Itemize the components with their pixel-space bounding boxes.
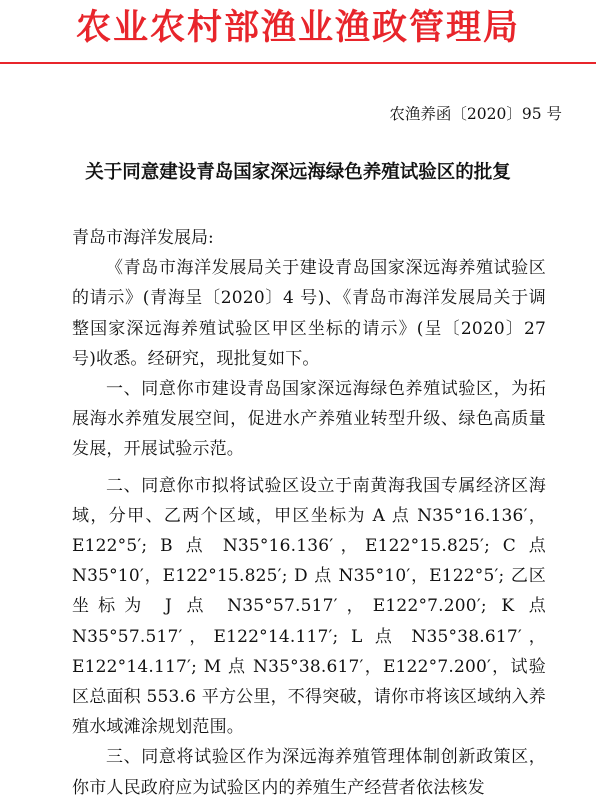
red-header-rule bbox=[0, 62, 596, 64]
body-paragraph-4: 三、同意将试验区作为深远海养殖管理体制创新政策区，你市人民政府应为试验区内的养殖生产经营者依法核发 bbox=[72, 747, 546, 798]
document-body bbox=[72, 223, 546, 803]
body-paragraph-3: 二、同意你市拟将试验区设立于南黄海我国专属经济区海域，分甲、乙两个区域，甲区坐标为 A 点 N35°16.136′，E122°5′; B 点 N35°16.136′，E122°15.825′; C 点 N35°10′，E122°15.825′; D 点 N35°10′，E122°5′; 乙区坐标为 J 点 N35°57.517′，E122°7.200′; K 点 N35°57.517′，E122°14.117′; L 点 N35°38.617′，E122°14.117′; M 点 N35°38.617′，E122°7.200′，试验区总面积 553.6 平方公里，不得突破，请你市将该区域纳入养殖水域滩涂规划范围。 bbox=[72, 475, 546, 738]
document-subject-title: 关于同意建设青岛国家深远海绿色养殖试验区的批复 bbox=[85, 162, 511, 183]
salutation: 青岛市海洋发展局: bbox=[72, 228, 214, 248]
body-paragraph-2: 一、同意你市建设青岛国家深远海绿色养殖试验区，为拓展海水养殖发展空间，促进水产养殖业转型升级、绿色高质量发展，开展试验示范。 bbox=[72, 379, 546, 460]
body-paragraph-1: 《青岛市海洋发展局关于建设青岛国家深远海养殖试验区的请示》(青海呈〔2020〕4 号)、《青岛市海洋发展局关于调整国家深远海养殖试验区甲区坐标的请示》(呈〔2020〕27 号)收悉。经研究，现批复如下。 bbox=[72, 258, 546, 369]
issuing-authority-title: 农业农村部渔业渔政管理局 bbox=[75, 7, 520, 48]
document-number: 农渔养函〔2020〕95 号 bbox=[389, 105, 562, 123]
